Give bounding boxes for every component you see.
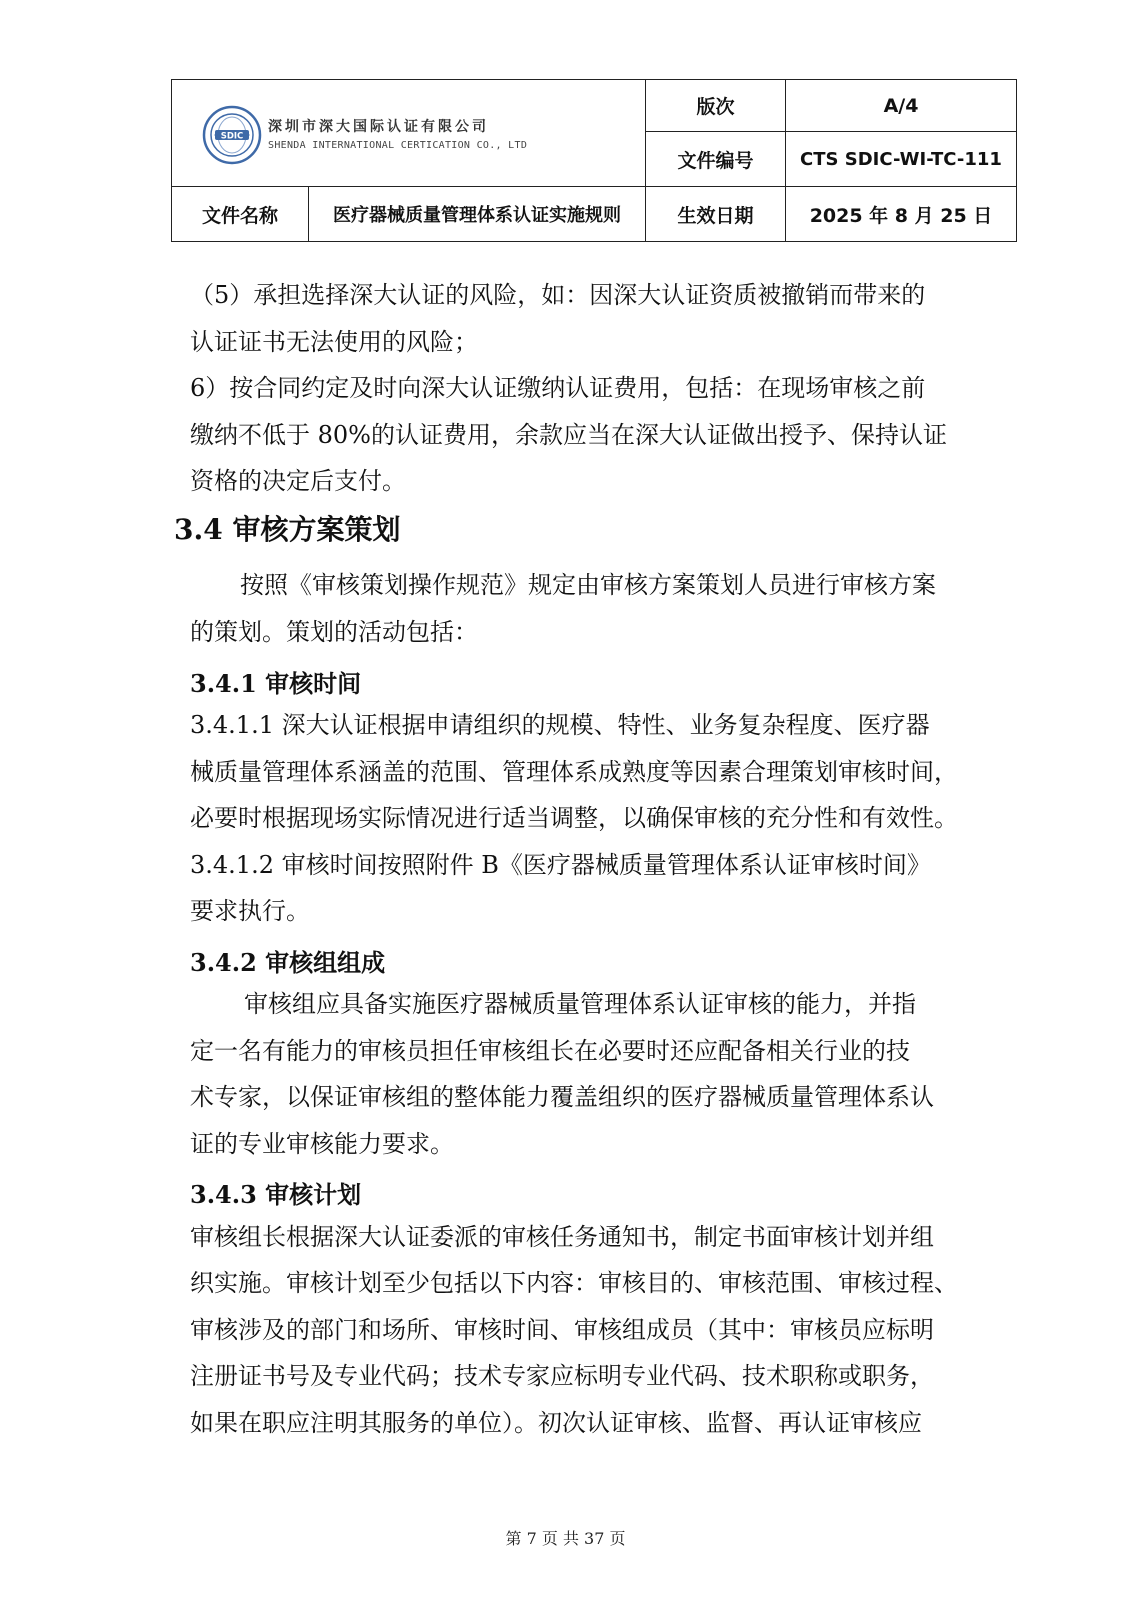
version-label: 版次 [696, 96, 735, 118]
paragraph-line: 要求执行。 [190, 897, 310, 925]
paragraph-line: 按照《审核策划操作规范》规定由审核方案策划人员进行审核方案 [240, 571, 936, 599]
paragraph-line: 3.4.1.2 审核时间按照附件 B《医疗器械质量管理体系认证审核时间》 [190, 851, 931, 879]
section-heading-3-4: 3.4 审核方案策划 [174, 513, 401, 546]
paragraph-line: 6）按合同约定及时向深大认证缴纳认证费用，包括：在现场审核之前 [190, 374, 926, 402]
company-name-en: SHENDA INTERNATIONAL CERTICATION CO., LTD [268, 140, 528, 151]
paragraph-line: 定一名有能力的审核员担任审核组长在必要时还应配备相关行业的技 [190, 1037, 910, 1065]
paragraph-line: 3.4.1.1 深大认证根据申请组织的规模、特性、业务复杂程度、医疗器 [190, 711, 930, 739]
effective-date-value: 2025 年 8 月 25 日 [809, 204, 993, 227]
document-header-table [171, 79, 1017, 242]
paragraph-line: 的策划。策划的活动包括： [190, 618, 478, 646]
paragraph-line: 械质量管理体系涵盖的范围、管理体系成熟度等因素合理策划审核时间， [190, 758, 958, 786]
company-logo-block [172, 80, 646, 187]
paragraph-line: 必要时根据现场实际情况进行适当调整，以确保审核的充分性和有效性。 [190, 804, 958, 832]
paragraph-line: 审核组长根据深大认证委派的审核任务通知书，制定书面审核计划并组 [190, 1223, 934, 1251]
doc-number-label: 文件编号 [677, 149, 754, 172]
doc-name-label: 文件名称 [201, 204, 278, 227]
company-name-cn: 深圳市深大国际认证有限公司 [268, 119, 489, 135]
svg-text:SDIC: SDIC [220, 131, 244, 142]
paragraph-line: 认证证书无法使用的风险； [190, 328, 478, 356]
paragraph-line: 织实施。审核计划至少包括以下内容：审核目的、审核范围、审核过程、 [190, 1269, 958, 1297]
page-number: 第 7 页 共 37 页 [505, 1529, 626, 1548]
effective-date-label: 生效日期 [677, 204, 754, 227]
subsection-heading-3-4-2: 3.4.2 审核组组成 [190, 948, 386, 977]
paragraph-line: 证的专业审核能力要求。 [190, 1130, 454, 1158]
paragraph-line: 缴纳不低于 80%的认证费用，余款应当在深大认证做出授予、保持认证 [190, 421, 947, 449]
subsection-heading-3-4-3: 3.4.3 审核计划 [190, 1180, 362, 1209]
paragraph-line: 术专家，以保证审核组的整体能力覆盖组织的医疗器械质量管理体系认 [190, 1083, 934, 1111]
paragraph-line: 审核组应具备实施医疗器械质量管理体系认证审核的能力，并指 [244, 990, 916, 1018]
subsection-heading-3-4-1: 3.4.1 审核时间 [190, 669, 362, 698]
paragraph-line: 注册证书号及专业代码；技术专家应标明专业代码、技术职称或职务， [190, 1362, 934, 1390]
paragraph-line: （5）承担选择深大认证的风险，如：因深大认证资质被撤销而带来的 [190, 281, 926, 309]
paragraph-line: 审核涉及的部门和场所、审核时间、审核组成员（其中：审核员应标明 [190, 1316, 934, 1344]
doc-number-value: CTS SDIC-WI-TC-111 [800, 148, 1002, 170]
company-seal-icon [202, 105, 262, 165]
paragraph-line: 如果在职应注明其服务的单位）。初次认证审核、监督、再认证审核应 [190, 1409, 922, 1437]
doc-name-value: 医疗器械质量管理体系认证实施规则 [333, 205, 621, 226]
version-value: A/4 [883, 94, 919, 117]
paragraph-line: 资格的决定后支付。 [190, 467, 406, 495]
